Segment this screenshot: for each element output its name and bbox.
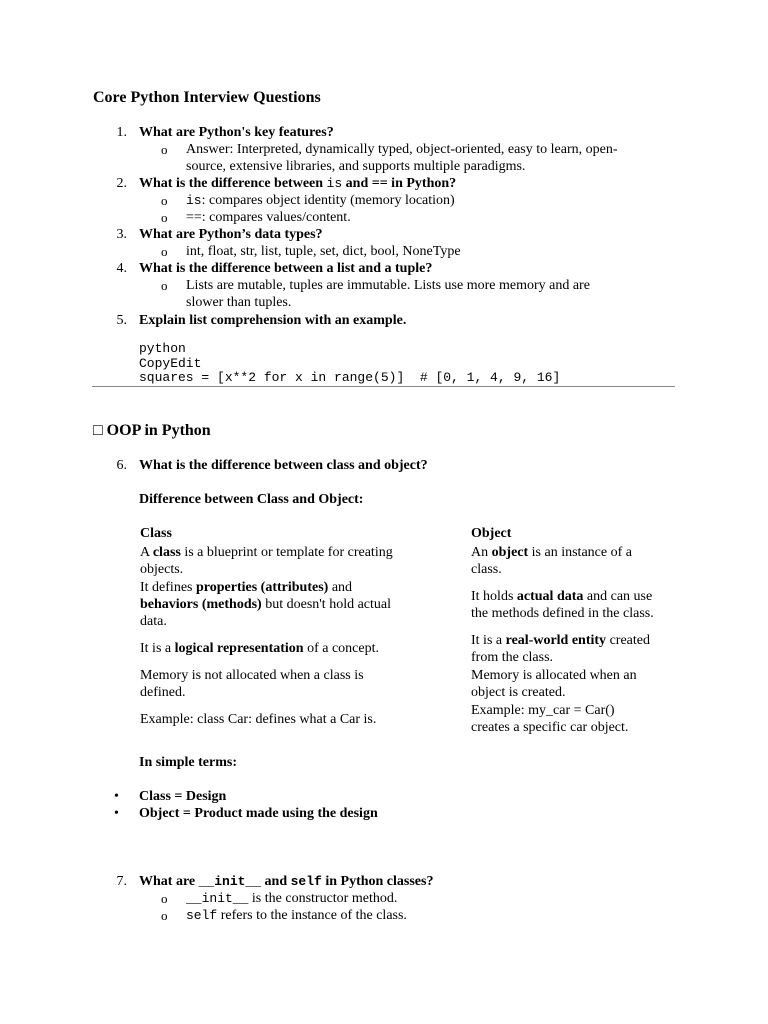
bullet-icon: • [114,789,119,804]
answer-text: ==: compares values/content. [186,210,351,225]
object-cell: class. [471,562,502,577]
class-cell: It defines properties (attributes) and [140,580,353,595]
class-cell: A class is a blueprint or template for creating [140,545,393,560]
sub-bullet-icon: o [161,278,168,293]
answer-text: is: compares object identity (memory location) [186,193,455,208]
answer-text: Lists are mutable, tuples are immutable. Lists use more memory and are [186,278,590,293]
inline-code: self [290,874,322,889]
code-language-label: python [139,341,186,356]
copy-edit-label: CopyEdit [139,356,202,371]
sub-bullet-icon: o [161,244,168,259]
object-cell: creates a specific car object. [471,720,629,735]
class-cell: objects. [140,562,184,577]
question-6: What is the difference between class and object? [139,458,428,473]
object-column-header: Object [471,526,512,541]
question-4: What is the difference between a list and a tuple? [139,261,433,276]
class-cell: It is a logical representation of a concept. [140,641,379,656]
sub-bullet-icon: o [161,908,168,923]
list-number: 4. [116,261,127,276]
horizontal-rule [92,386,675,387]
answer-text: __init__ is the constructor method. [186,891,398,906]
question-5: Explain list comprehension with an example. [139,313,407,328]
section-heading: □ OOP in Python [93,422,211,439]
list-number: 6. [116,458,127,473]
class-cell: Example: class Car: defines what a Car is. [140,712,377,727]
sub-bullet-icon: o [161,210,168,225]
sub-bullet-icon: o [161,193,168,208]
simple-terms-heading: In simple terms: [139,755,237,770]
code-block: squares = [x**2 for x in range(5)] # [0, 1, 4, 9, 16] [139,370,561,385]
inline-code: __init__ [186,891,249,906]
object-cell: Memory is allocated when an [471,668,637,683]
object-cell: the methods defined in the class. [471,606,654,621]
question-3: What are Python’s data types? [139,227,323,242]
inline-code: is [186,193,202,208]
answer-text: self refers to the instance of the class. [186,908,407,923]
class-cell: defined. [140,685,186,700]
answer-text: source, extensive libraries, and supports multiple paradigms. [186,159,526,174]
class-cell: behaviors (methods) but doesn't hold actual [140,597,392,612]
sub-bullet-icon: o [161,891,168,906]
list-number: 5. [116,313,127,328]
class-cell: Memory is not allocated when a class is [140,668,364,683]
question-7: What are __init__ and self in Python classes? [139,874,434,889]
object-cell: An object is an instance of a [471,545,632,560]
inline-code: self [186,908,218,923]
page-title: Core Python Interview Questions [93,89,321,106]
answer-text: Answer: Interpreted, dynamically typed, object-oriented, easy to learn, open- [186,142,618,157]
sub-bullet-icon: o [161,142,168,157]
object-cell: It is a real-world entity created [471,633,650,648]
object-cell: It holds actual data and can use [471,589,653,604]
inline-code: is [326,176,343,191]
box-glyph-icon: □ [93,422,103,439]
object-cell: Example: my_car = Car() [471,703,615,718]
bullet-item: Object = Product made using the design [139,806,378,821]
object-cell: object is created. [471,685,566,700]
answer-text: int, float, str, list, tuple, set, dict, bool, NoneType [186,244,461,259]
question-1: What are Python's key features? [139,125,334,140]
bullet-item: Class = Design [139,789,227,804]
list-number: 7. [116,874,127,889]
inline-code: __init__ [198,874,262,889]
list-number: 2. [116,176,127,191]
question-2: What is the difference between is and == in Python? [139,176,457,191]
class-cell: data. [140,614,167,629]
object-cell: from the class. [471,650,554,665]
list-number: 3. [116,227,127,242]
bullet-icon: • [114,806,119,821]
list-number: 1. [116,125,127,140]
answer-text: slower than tuples. [186,295,292,310]
class-column-header: Class [140,526,172,541]
subheading: Difference between Class and Object: [139,492,364,507]
